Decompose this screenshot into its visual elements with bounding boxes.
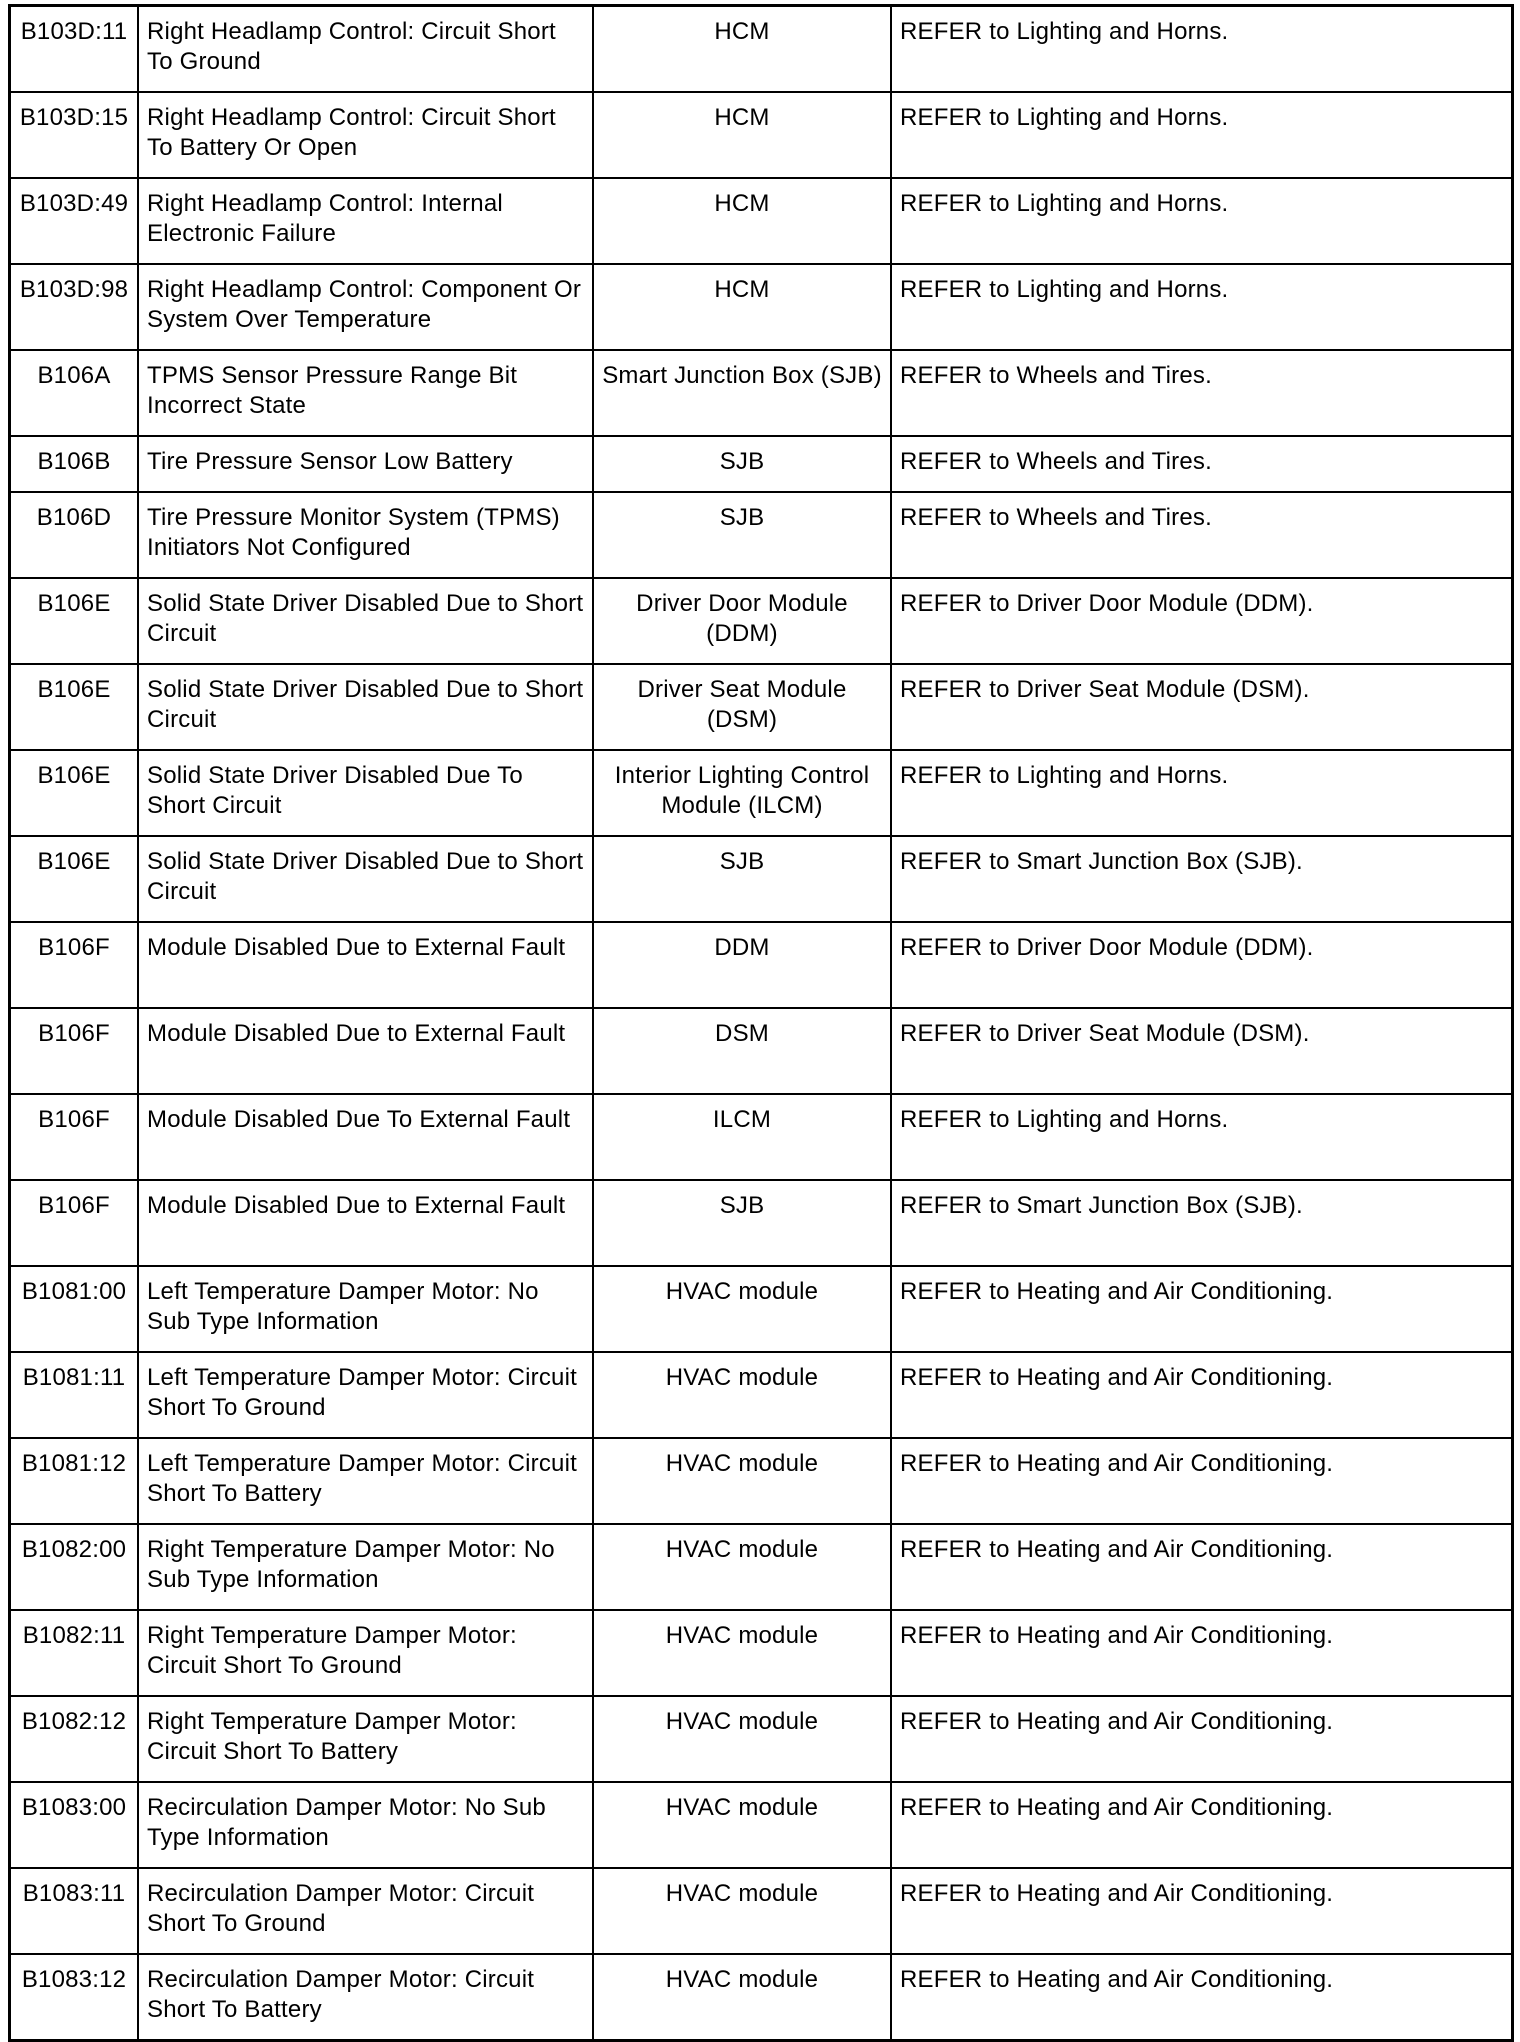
description-cell: Left Temperature Damper Motor: Circuit Short To Ground <box>138 1352 593 1438</box>
dtc-code-cell: B1082:11 <box>10 1610 139 1696</box>
description-cell: Solid State Driver Disabled Due to Short Circuit <box>138 836 593 922</box>
action-cell: REFER to Driver Seat Module (DSM). <box>891 1008 1513 1094</box>
description-cell: Solid State Driver Disabled Due To Short Circuit <box>138 750 593 836</box>
description-cell: Recirculation Damper Motor: Circuit Short To Ground <box>138 1868 593 1954</box>
description-cell: Module Disabled Due to External Fault <box>138 1008 593 1094</box>
description-cell: Module Disabled Due to External Fault <box>138 1180 593 1266</box>
table-row <box>10 836 1513 922</box>
module-cell: SJB <box>593 836 891 922</box>
dtc-code-cell: B103D:15 <box>10 92 139 178</box>
table-row <box>10 1438 1513 1524</box>
dtc-code-cell: B106F <box>10 1094 139 1180</box>
table-row <box>10 1782 1513 1868</box>
table-row <box>10 1266 1513 1352</box>
description-cell: Module Disabled Due To External Fault <box>138 1094 593 1180</box>
module-cell: SJB <box>593 1180 891 1266</box>
dtc-code-cell: B106E <box>10 836 139 922</box>
module-cell: HVAC module <box>593 1524 891 1610</box>
module-cell: HVAC module <box>593 1868 891 1954</box>
dtc-code-cell: B106E <box>10 750 139 836</box>
dtc-code-cell: B103D:49 <box>10 178 139 264</box>
module-cell: HCM <box>593 264 891 350</box>
table-row <box>10 92 1513 178</box>
dtc-code-cell: B1082:12 <box>10 1696 139 1782</box>
module-cell: DSM <box>593 1008 891 1094</box>
module-cell: SJB <box>593 436 891 492</box>
action-cell: REFER to Lighting and Horns. <box>891 92 1513 178</box>
table-row <box>10 1352 1513 1438</box>
dtc-code-cell: B106B <box>10 436 139 492</box>
table-row <box>10 1696 1513 1782</box>
dtc-code-cell: B1083:12 <box>10 1954 139 2041</box>
table-row <box>10 1954 1513 2041</box>
description-cell: Recirculation Damper Motor: Circuit Short To Battery <box>138 1954 593 2041</box>
action-cell: REFER to Lighting and Horns. <box>891 178 1513 264</box>
table-row <box>10 1180 1513 1266</box>
dtc-code-cell: B103D:98 <box>10 264 139 350</box>
module-cell: HVAC module <box>593 1352 891 1438</box>
table-row <box>10 1610 1513 1696</box>
module-cell: HVAC module <box>593 1438 891 1524</box>
dtc-code-cell: B103D:11 <box>10 6 139 93</box>
table-row <box>10 664 1513 750</box>
action-cell: REFER to Lighting and Horns. <box>891 6 1513 93</box>
module-cell: HCM <box>593 178 891 264</box>
action-cell: REFER to Heating and Air Conditioning. <box>891 1782 1513 1868</box>
module-cell: Driver Door Module (DDM) <box>593 578 891 664</box>
action-cell: REFER to Smart Junction Box (SJB). <box>891 1180 1513 1266</box>
action-cell: REFER to Lighting and Horns. <box>891 750 1513 836</box>
dtc-code-cell: B106A <box>10 350 139 436</box>
action-cell: REFER to Heating and Air Conditioning. <box>891 1266 1513 1352</box>
action-cell: REFER to Smart Junction Box (SJB). <box>891 836 1513 922</box>
table-row <box>10 578 1513 664</box>
table-row <box>10 264 1513 350</box>
dtc-code-cell: B1081:11 <box>10 1352 139 1438</box>
module-cell: DDM <box>593 922 891 1008</box>
module-cell: SJB <box>593 492 891 578</box>
dtc-code-cell: B106D <box>10 492 139 578</box>
description-cell: Right Headlamp Control: Circuit Short To Ground <box>138 6 593 93</box>
dtc-code-cell: B1081:00 <box>10 1266 139 1352</box>
dtc-code-cell: B1083:00 <box>10 1782 139 1868</box>
description-cell: Solid State Driver Disabled Due to Short Circuit <box>138 578 593 664</box>
action-cell: REFER to Heating and Air Conditioning. <box>891 1352 1513 1438</box>
description-cell: Left Temperature Damper Motor: Circuit Short To Battery <box>138 1438 593 1524</box>
table-row <box>10 6 1513 93</box>
dtc-code-cell: B106F <box>10 922 139 1008</box>
action-cell: REFER to Lighting and Horns. <box>891 264 1513 350</box>
description-cell: Right Headlamp Control: Component Or System Over Temperature <box>138 264 593 350</box>
action-cell: REFER to Heating and Air Conditioning. <box>891 1524 1513 1610</box>
dtc-code-cell: B1081:12 <box>10 1438 139 1524</box>
action-cell: REFER to Wheels and Tires. <box>891 436 1513 492</box>
dtc-code-cell: B1082:00 <box>10 1524 139 1610</box>
description-cell: Solid State Driver Disabled Due to Short Circuit <box>138 664 593 750</box>
description-cell: Tire Pressure Monitor System (TPMS) Initiators Not Configured <box>138 492 593 578</box>
table-row <box>10 1094 1513 1180</box>
dtc-code-cell: B106E <box>10 664 139 750</box>
module-cell: HVAC module <box>593 1782 891 1868</box>
table-row <box>10 178 1513 264</box>
description-cell: Module Disabled Due to External Fault <box>138 922 593 1008</box>
module-cell: Smart Junction Box (SJB) <box>593 350 891 436</box>
table-row <box>10 1868 1513 1954</box>
description-cell: Right Temperature Damper Motor: No Sub Type Information <box>138 1524 593 1610</box>
action-cell: REFER to Heating and Air Conditioning. <box>891 1954 1513 2041</box>
description-cell: Right Headlamp Control: Internal Electronic Failure <box>138 178 593 264</box>
action-cell: REFER to Driver Door Module (DDM). <box>891 578 1513 664</box>
dtc-code-cell: B1083:11 <box>10 1868 139 1954</box>
description-cell: Recirculation Damper Motor: No Sub Type Information <box>138 1782 593 1868</box>
table-row <box>10 922 1513 1008</box>
description-cell: Right Temperature Damper Motor: Circuit Short To Ground <box>138 1610 593 1696</box>
action-cell: REFER to Driver Door Module (DDM). <box>891 922 1513 1008</box>
dtc-table-body <box>10 6 1513 2041</box>
module-cell: HCM <box>593 92 891 178</box>
action-cell: REFER to Lighting and Horns. <box>891 1094 1513 1180</box>
description-cell: Tire Pressure Sensor Low Battery <box>138 436 593 492</box>
action-cell: REFER to Heating and Air Conditioning. <box>891 1696 1513 1782</box>
table-row <box>10 436 1513 492</box>
table-row <box>10 1524 1513 1610</box>
dtc-code-cell: B106E <box>10 578 139 664</box>
module-cell: HVAC module <box>593 1610 891 1696</box>
dtc-code-cell: B106F <box>10 1008 139 1094</box>
module-cell: HCM <box>593 6 891 93</box>
module-cell: Interior Lighting Control Module (ILCM) <box>593 750 891 836</box>
table-row <box>10 1008 1513 1094</box>
module-cell: Driver Seat Module (DSM) <box>593 664 891 750</box>
action-cell: REFER to Wheels and Tires. <box>891 350 1513 436</box>
table-row <box>10 350 1513 436</box>
table-row <box>10 750 1513 836</box>
description-cell: TPMS Sensor Pressure Range Bit Incorrect State <box>138 350 593 436</box>
action-cell: REFER to Wheels and Tires. <box>891 492 1513 578</box>
action-cell: REFER to Heating and Air Conditioning. <box>891 1610 1513 1696</box>
action-cell: REFER to Heating and Air Conditioning. <box>891 1438 1513 1524</box>
action-cell: REFER to Driver Seat Module (DSM). <box>891 664 1513 750</box>
description-cell: Right Headlamp Control: Circuit Short To Battery Or Open <box>138 92 593 178</box>
table-row <box>10 492 1513 578</box>
module-cell: HVAC module <box>593 1266 891 1352</box>
dtc-table <box>8 4 1514 2042</box>
dtc-code-cell: B106F <box>10 1180 139 1266</box>
module-cell: ILCM <box>593 1094 891 1180</box>
module-cell: HVAC module <box>593 1696 891 1782</box>
description-cell: Right Temperature Damper Motor: Circuit Short To Battery <box>138 1696 593 1782</box>
description-cell: Left Temperature Damper Motor: No Sub Type Information <box>138 1266 593 1352</box>
action-cell: REFER to Heating and Air Conditioning. <box>891 1868 1513 1954</box>
module-cell: HVAC module <box>593 1954 891 2041</box>
